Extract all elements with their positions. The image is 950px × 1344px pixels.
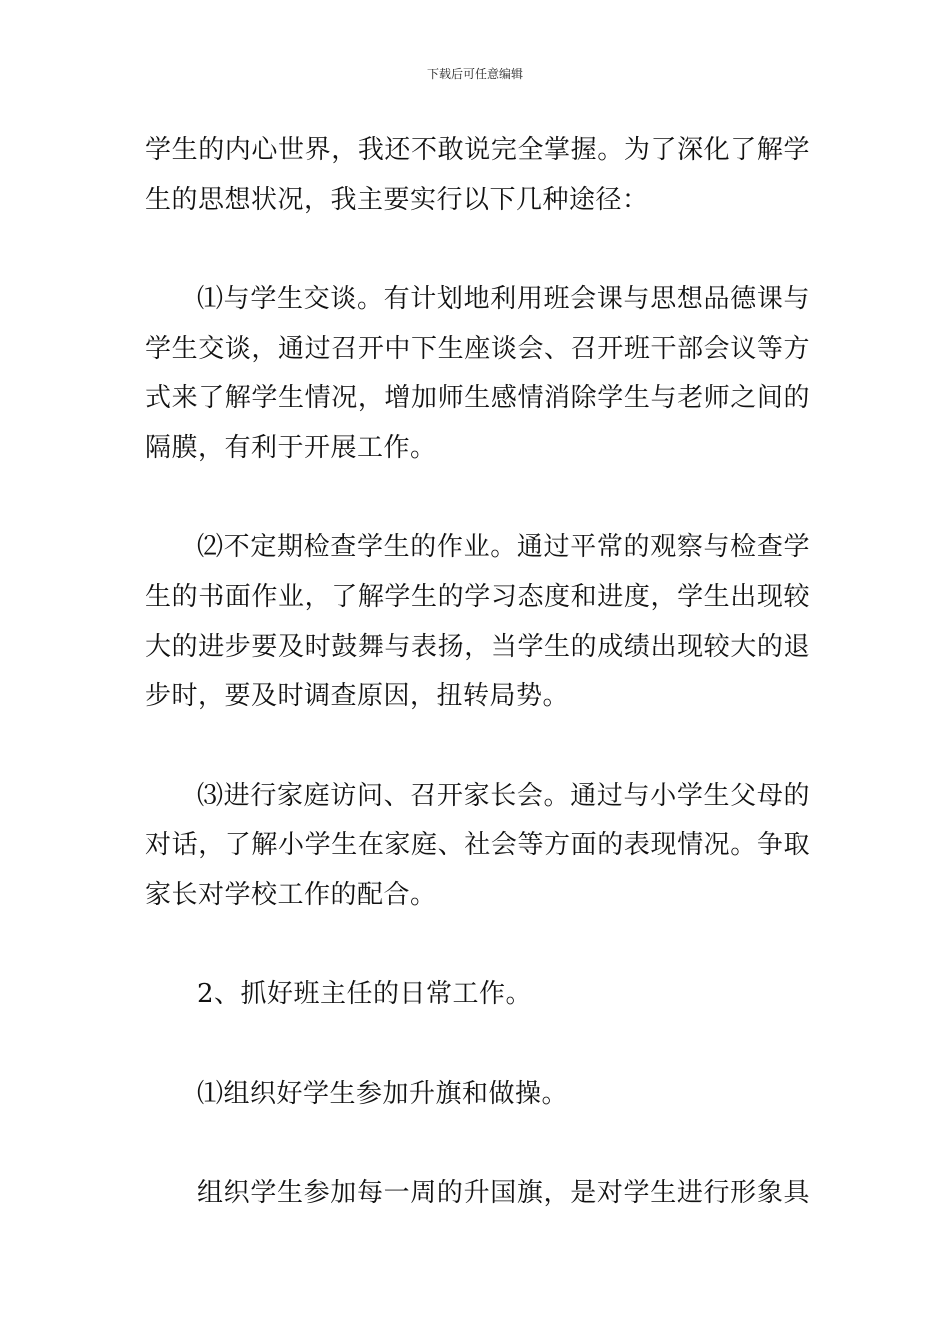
paragraph-line: ⑵不定期检查学生的作业。通过平常的观察与检查学 [197,532,810,562]
paragraph-line: 学生的内心世界，我还不敢说完全掌握。为了深化了解学 [145,135,810,165]
paragraph-line: 学生交谈，通过召开中下生座谈会、召开班干部会议等方 [145,334,810,364]
paragraph-line: 生的思想状况，我主要实行以下几种途径： [145,185,649,215]
subsection-heading: ⑴组织好学生参加升旗和做操。 [197,1079,569,1109]
paragraph-line: 式来了解学生情况，增加师生感情消除学生与老师之间的 [145,383,810,413]
paragraph-line: 大的进步要及时鼓舞与表扬，当学生的成绩出现较大的退 [145,632,810,662]
paragraph-line: 隔膜，有利于开展工作。 [145,433,437,463]
paragraph-line: 组织学生参加每一周的升国旗，是对学生进行形象具 [197,1178,810,1208]
paragraph-line: 对话，了解小学生在家庭、社会等方面的表现情况。争取 [145,830,810,860]
paragraph-line: 生的书面作业，了解学生的学习态度和进度，学生出现较 [145,582,810,612]
paragraph-line: ⑴与学生交谈。有计划地利用班会课与思想品德课与 [197,284,810,314]
paragraph-line: 家长对学校工作的配合。 [145,880,437,910]
paragraph-line: 步时，要及时调查原因，扭转局势。 [145,681,570,711]
page-header: 下载后可任意编辑 [426,67,523,81]
section-heading: 2、抓好班主任的日常工作。 [197,979,533,1009]
paragraph-line: ⑶进行家庭访问、召开家长会。通过与小学生父母的 [197,781,810,811]
